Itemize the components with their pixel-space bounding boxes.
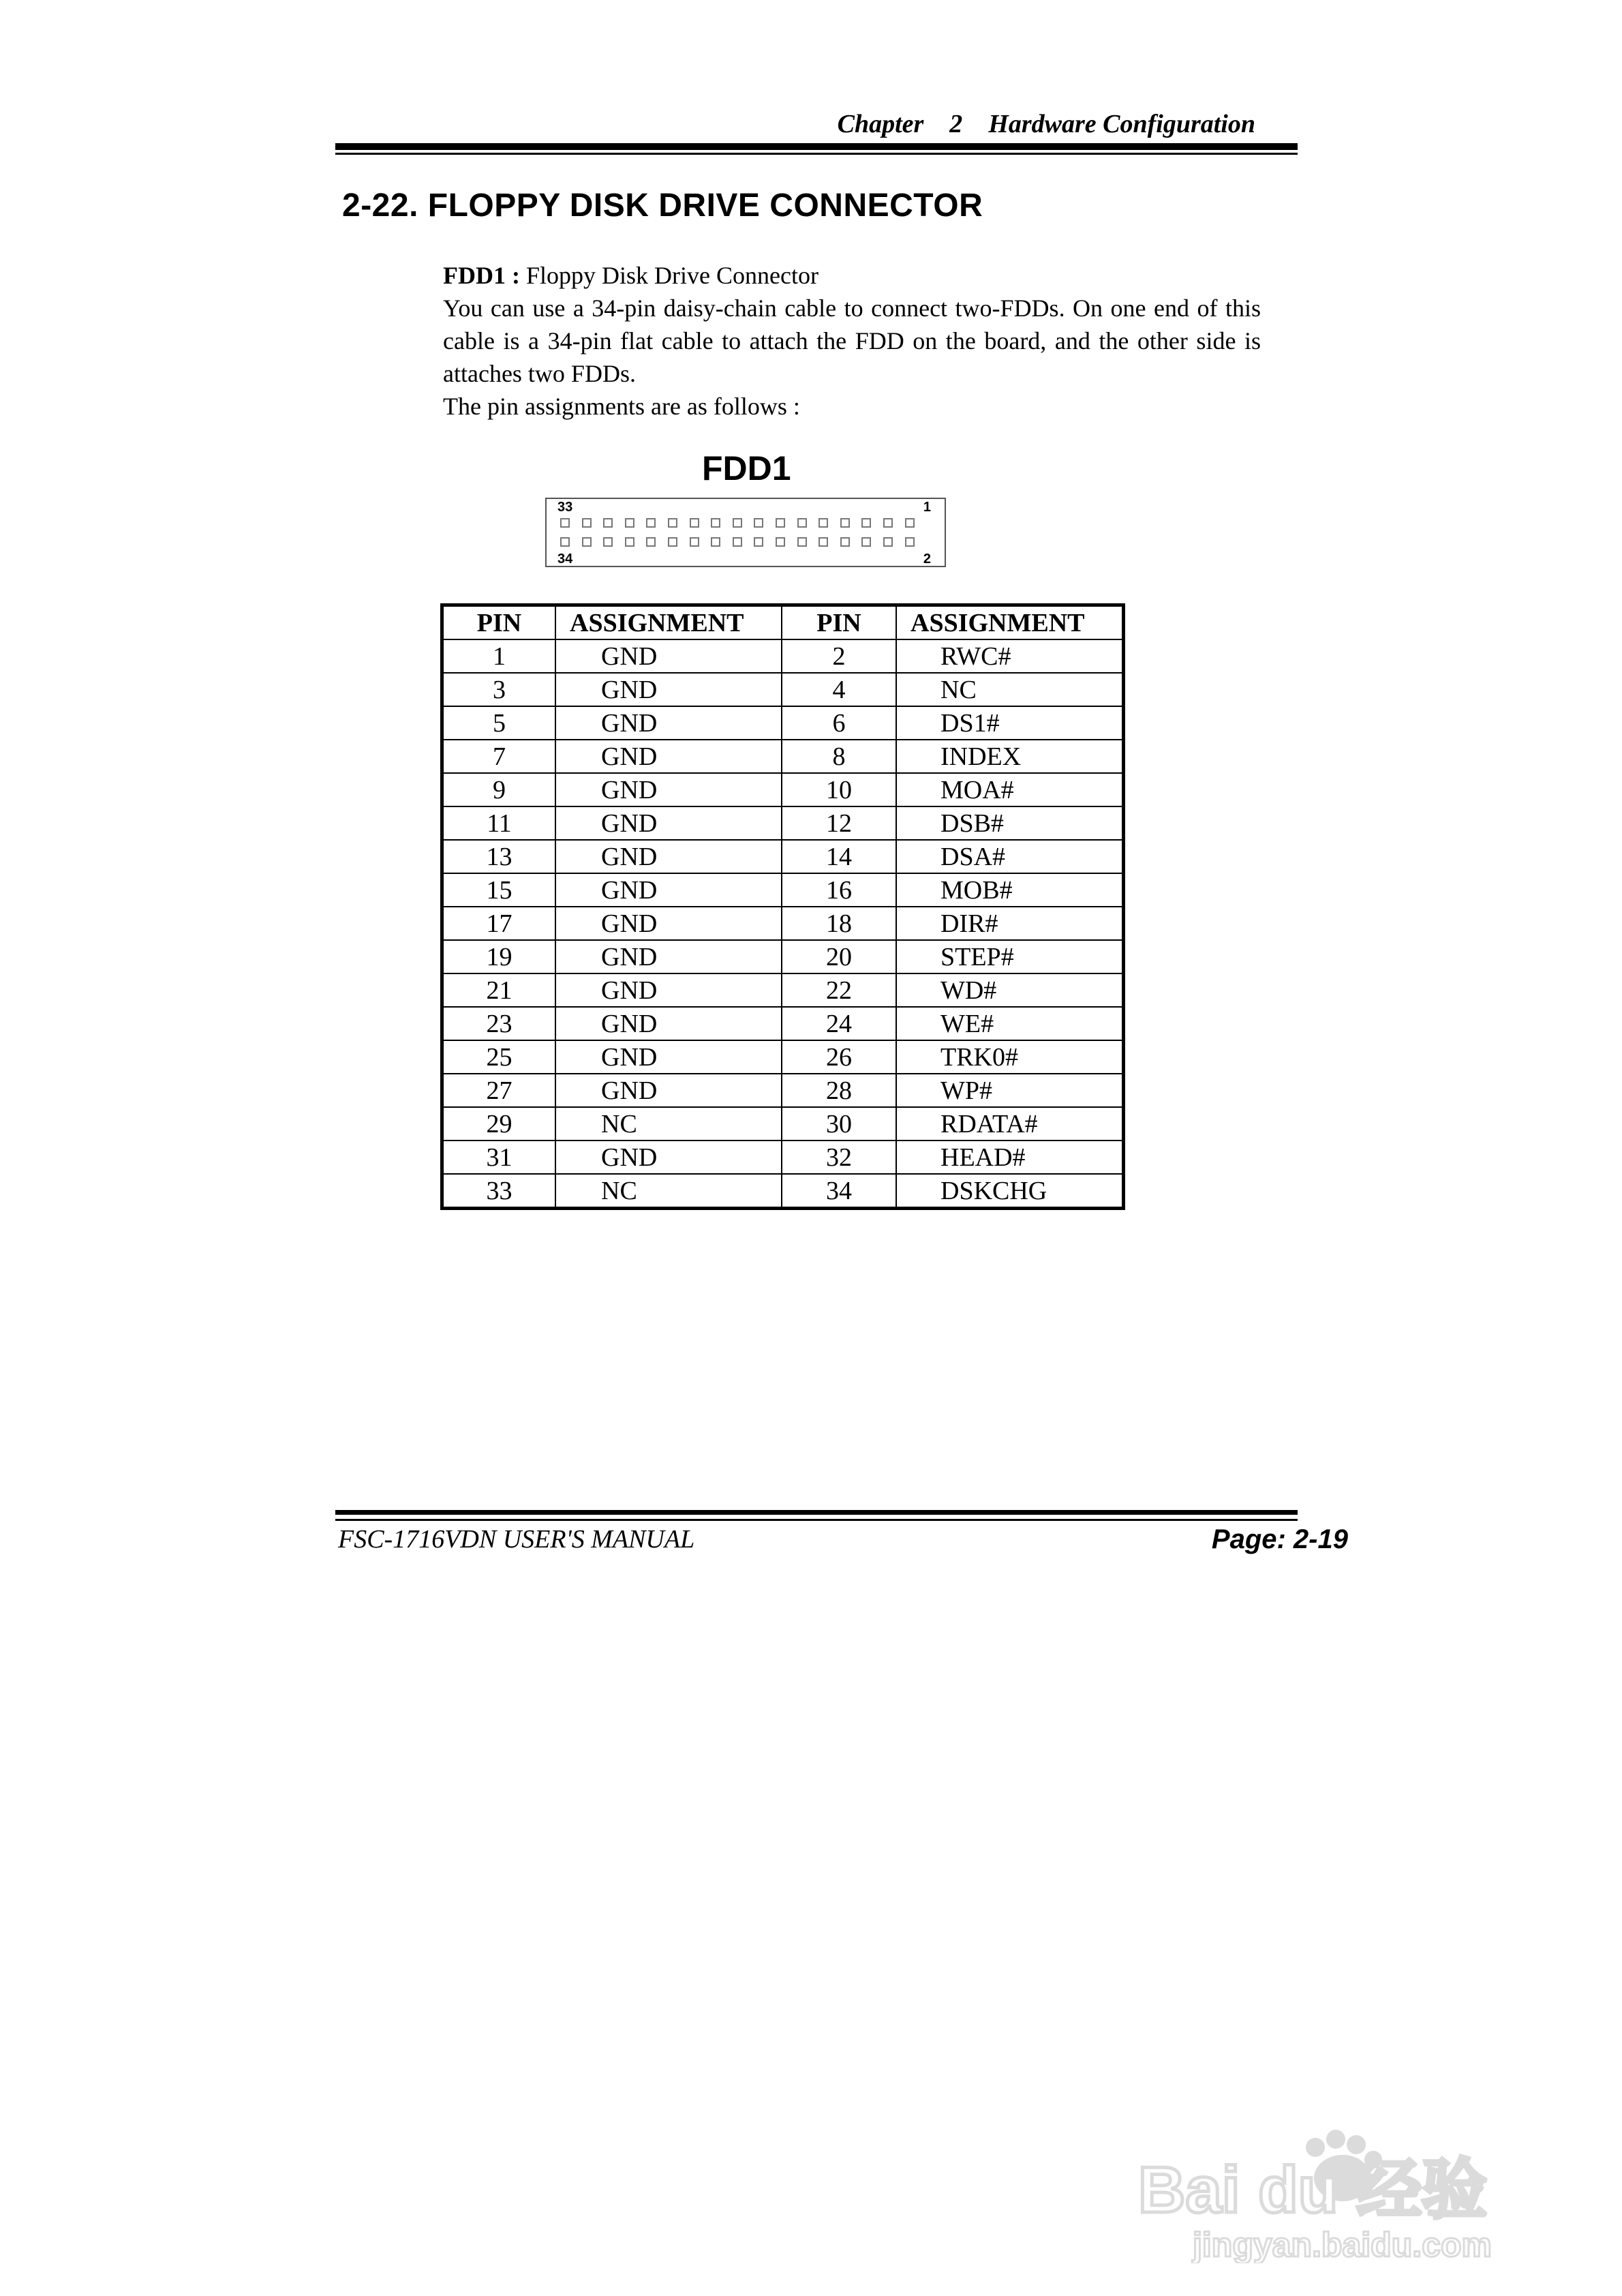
connector-pin xyxy=(646,518,656,528)
table-row xyxy=(442,940,1124,973)
pin-assignment: NC xyxy=(555,1174,782,1209)
pin-assignment-2: DSA# xyxy=(896,840,1123,873)
table-row xyxy=(442,740,1124,773)
pin-assignment-2: DIR# xyxy=(896,907,1123,940)
connector-label-line xyxy=(443,259,1261,292)
pin-label-1: 1 xyxy=(923,500,931,515)
pin-assignment-2: MOA# xyxy=(896,773,1123,806)
pin-assignment-2: HEAD# xyxy=(896,1141,1123,1174)
watermark-brand: Bai du 经验 xyxy=(1138,2154,1488,2226)
pin-number: 17 xyxy=(442,907,556,940)
watermark-url: jingyan.baidu.com xyxy=(1193,2226,1492,2263)
pin-assignment-2: TRK0# xyxy=(896,1040,1123,1074)
pin-number: 1 xyxy=(442,639,556,673)
pin-number: 25 xyxy=(442,1040,556,1074)
connector-pin xyxy=(690,537,699,547)
table-row xyxy=(442,1040,1124,1074)
pin-assignment-2: DS1# xyxy=(896,706,1123,740)
pin-assignment: GND xyxy=(555,1007,782,1040)
pin-number-2: 30 xyxy=(782,1107,896,1141)
pin-number: 11 xyxy=(442,806,556,840)
table-row xyxy=(442,840,1124,873)
baidu-watermark xyxy=(1111,2127,1533,2263)
pin-number: 29 xyxy=(442,1107,556,1141)
table-row xyxy=(442,973,1124,1007)
connector-pin xyxy=(754,518,763,528)
pin-assignment: GND xyxy=(555,973,782,1007)
table-row xyxy=(442,1107,1124,1141)
pin-number: 3 xyxy=(442,673,556,706)
page-number: Page: 2-19 xyxy=(1211,1524,1348,1554)
pin-assignment-2: DSB# xyxy=(896,806,1123,840)
pin-assignment-2: STEP# xyxy=(896,940,1123,973)
manual-name: FSC-1716VDN USER'S MANUAL xyxy=(338,1525,695,1554)
pin-number: 7 xyxy=(442,740,556,773)
pin-assignment: GND xyxy=(555,1074,782,1107)
header-rule xyxy=(335,143,1298,150)
pin-assignment: GND xyxy=(555,673,782,706)
connector-pin xyxy=(861,518,871,528)
table-row xyxy=(442,873,1124,907)
pin-assignment: GND xyxy=(555,840,782,873)
connector-diagram xyxy=(545,498,946,567)
connector-pin xyxy=(646,537,656,547)
section-title: 2-22. FLOPPY DISK DRIVE CONNECTOR xyxy=(342,187,983,224)
pin-assignment-2: DSKCHG xyxy=(896,1174,1123,1209)
connector-label-desc: Floppy Disk Drive Connector xyxy=(519,262,818,289)
pin-assignment-2: RWC# xyxy=(896,639,1123,673)
pin-number-2: 24 xyxy=(782,1007,896,1040)
connector-label-bold: FDD1 : xyxy=(443,262,520,289)
table-row xyxy=(442,673,1124,706)
connector-pin xyxy=(883,537,893,547)
connector-pin xyxy=(560,518,570,528)
connector-pin xyxy=(625,518,634,528)
table-row xyxy=(442,706,1124,740)
pin-number: 21 xyxy=(442,973,556,1007)
connector-pin xyxy=(711,537,720,547)
table-row xyxy=(442,1007,1124,1040)
pin-label-2: 2 xyxy=(923,552,931,567)
connector-pin xyxy=(603,537,613,547)
pin-assignment-intro: The pin assignments are as follows : xyxy=(443,393,800,420)
pin-assignment: GND xyxy=(555,907,782,940)
pin-number-2: 16 xyxy=(782,873,896,907)
pin-assignment: GND xyxy=(555,773,782,806)
table-row xyxy=(442,639,1124,673)
connector-pin xyxy=(861,537,871,547)
connector-pin xyxy=(905,537,915,547)
pin-number-2: 2 xyxy=(782,639,896,673)
pin-number-2: 34 xyxy=(782,1174,896,1209)
pin-number-2: 14 xyxy=(782,840,896,873)
connector-pin xyxy=(582,518,592,528)
footer-rule-thin xyxy=(335,1519,1298,1521)
pin-number-2: 22 xyxy=(782,973,896,1007)
pin-number: 23 xyxy=(442,1007,556,1040)
pin-number: 5 xyxy=(442,706,556,740)
pin-assignment: GND xyxy=(555,806,782,840)
pin-assignment-2: INDEX xyxy=(896,740,1123,773)
header-rule-thin xyxy=(335,153,1298,155)
pin-number: 33 xyxy=(442,1174,556,1209)
connector-pin xyxy=(840,537,850,547)
pin-number-2: 12 xyxy=(782,806,896,840)
pin-assignment-2: MOB# xyxy=(896,873,1123,907)
connector-pin xyxy=(560,537,570,547)
pin-assignment-table xyxy=(440,603,1125,1210)
pin-label-33: 33 xyxy=(557,500,573,515)
connector-pin xyxy=(690,518,699,528)
pin-number-2: 18 xyxy=(782,907,896,940)
pin-label-34: 34 xyxy=(557,552,573,567)
pin-assignment-2: WP# xyxy=(896,1074,1123,1107)
connector-pin xyxy=(582,537,592,547)
connector-pin xyxy=(776,537,785,547)
header-pin: PIN xyxy=(442,605,556,640)
connector-pin xyxy=(668,518,677,528)
pin-number-2: 6 xyxy=(782,706,896,740)
pin-assignment: GND xyxy=(555,1141,782,1174)
pin-assignment: GND xyxy=(555,740,782,773)
header-assignment: ASSIGNMENT xyxy=(555,605,782,640)
connector-pin xyxy=(776,518,785,528)
header-pin-2: PIN xyxy=(782,605,896,640)
pin-assignment-2: RDATA# xyxy=(896,1107,1123,1141)
connector-pin xyxy=(840,518,850,528)
connector-pin xyxy=(818,518,828,528)
header-assignment-2: ASSIGNMENT xyxy=(896,605,1123,640)
pin-number-2: 32 xyxy=(782,1141,896,1174)
pin-number-2: 20 xyxy=(782,940,896,973)
pin-assignment-2: WD# xyxy=(896,973,1123,1007)
connector-pin xyxy=(818,537,828,547)
connector-pin xyxy=(603,518,613,528)
pin-assignment: NC xyxy=(555,1107,782,1141)
pin-assignment: GND xyxy=(555,1040,782,1074)
pin-number-2: 8 xyxy=(782,740,896,773)
intro-paragraph: You can use a 34-pin daisy-chain cable to connect two-FDDs. On one end of this cable is a 34-pin flat cable to attach the FDD on the board, and the other side is attaches two FDDs. xyxy=(443,294,1261,387)
connector-pin xyxy=(797,537,807,547)
pin-number-2: 4 xyxy=(782,673,896,706)
pin-number-2: 28 xyxy=(782,1074,896,1107)
pin-number: 19 xyxy=(442,940,556,973)
pin-number: 31 xyxy=(442,1141,556,1174)
connector-pin xyxy=(711,518,720,528)
pin-assignment: GND xyxy=(555,940,782,973)
table-row xyxy=(442,1141,1124,1174)
table-row xyxy=(442,1074,1124,1107)
connector-pin xyxy=(733,537,742,547)
connector-pin xyxy=(625,537,634,547)
pin-assignment-2: NC xyxy=(896,673,1123,706)
intro-text xyxy=(443,259,1261,423)
pin-number: 27 xyxy=(442,1074,556,1107)
connector-pin xyxy=(883,518,893,528)
pin-number: 13 xyxy=(442,840,556,873)
pin-assignment: GND xyxy=(555,639,782,673)
table-body xyxy=(442,639,1124,1209)
connector-pin xyxy=(797,518,807,528)
connector-pin xyxy=(754,537,763,547)
footer-rule xyxy=(335,1510,1298,1515)
table-row xyxy=(442,806,1124,840)
table-row xyxy=(442,907,1124,940)
pin-number-2: 10 xyxy=(782,773,896,806)
connector-pin xyxy=(733,518,742,528)
pin-assignment: GND xyxy=(555,873,782,907)
pin-assignment: GND xyxy=(555,706,782,740)
pin-number: 15 xyxy=(442,873,556,907)
connector-title: FDD1 xyxy=(702,449,791,487)
chapter-header: Chapter 2 Hardware Configuration xyxy=(837,110,1255,138)
connector-pin xyxy=(668,537,677,547)
pin-number-2: 26 xyxy=(782,1040,896,1074)
table-row xyxy=(442,773,1124,806)
table-header-row xyxy=(442,605,1124,640)
connector-pin xyxy=(905,518,915,528)
pin-assignment-2: WE# xyxy=(896,1007,1123,1040)
pin-number: 9 xyxy=(442,773,556,806)
table-row xyxy=(442,1174,1124,1209)
